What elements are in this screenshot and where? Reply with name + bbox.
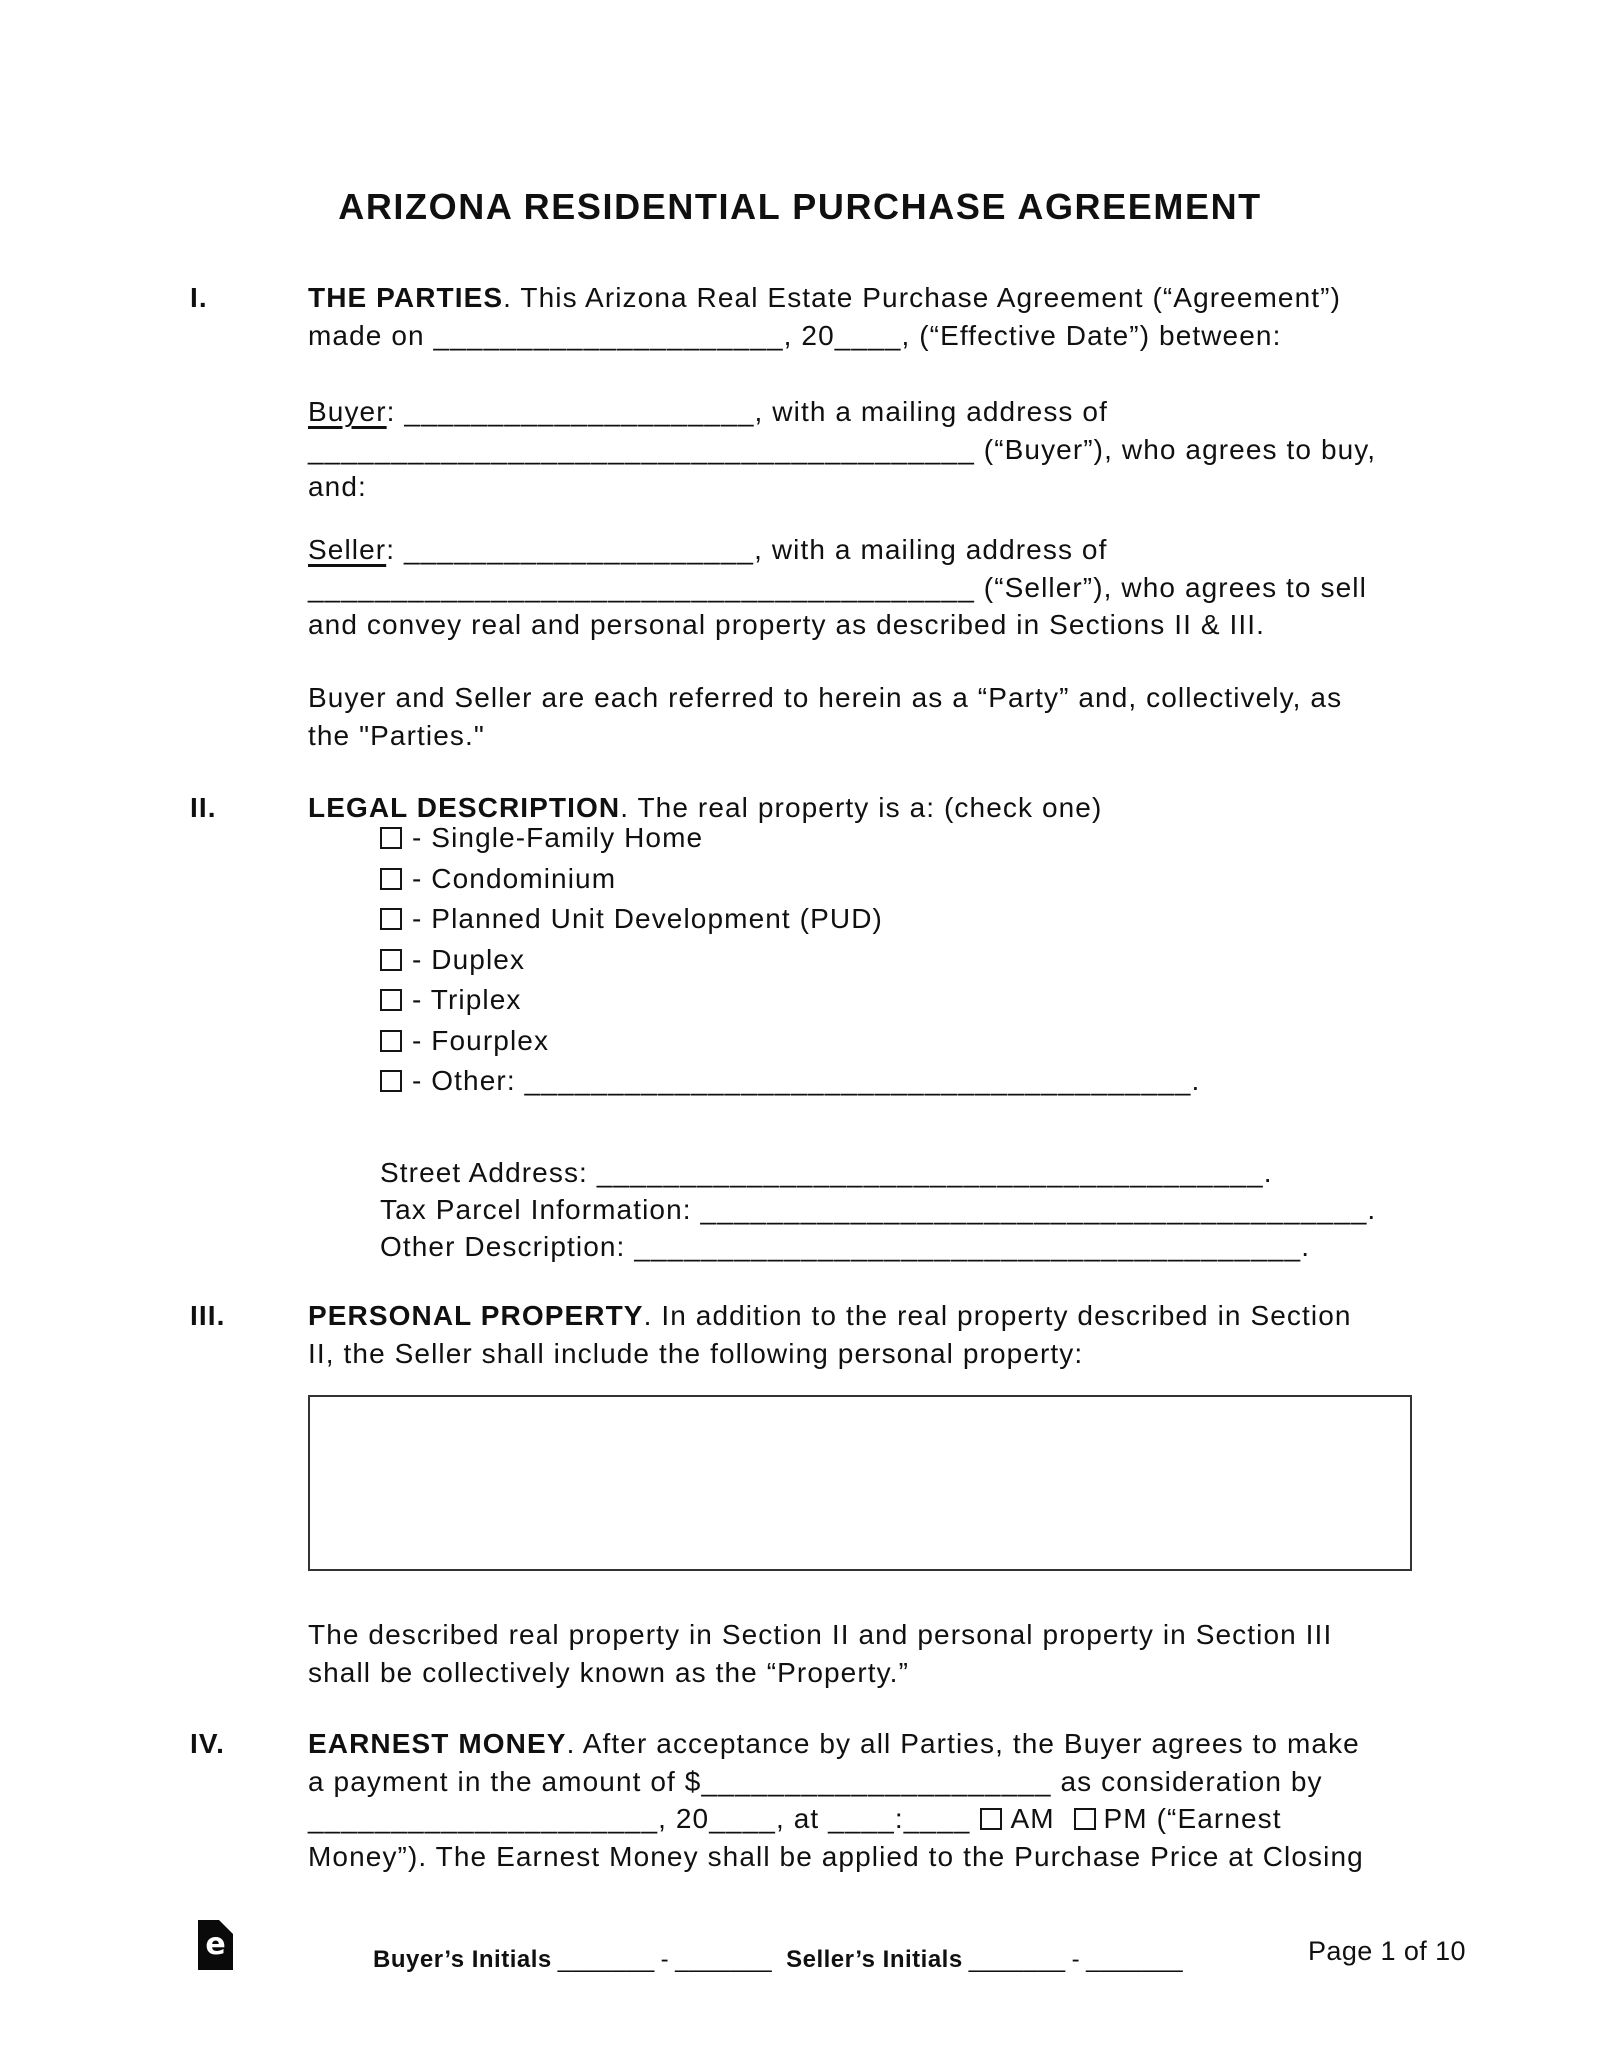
parties-note-line-1: Buyer and Seller are each referred to herein as a “Party” and, collectively, as: [308, 682, 1343, 713]
earnest-year-blank[interactable]: ____: [709, 1803, 776, 1834]
fourplex-label: - Fourplex: [412, 1024, 550, 1056]
fourplex-checkbox[interactable]: [380, 1030, 402, 1052]
seller-paragraph: [190, 531, 1460, 644]
initials-dash: -: [660, 1946, 670, 1973]
personal-property-input-box[interactable]: [308, 1395, 1412, 1571]
initials-dash: -: [1071, 1946, 1081, 1973]
parties-intro-line-2: [308, 317, 1460, 355]
earnest-money-line-4: Money”). The Earnest Money shall be applied to the Purchase Price at Closing: [308, 1840, 1364, 1872]
other-type-blank[interactable]: ________________________________________: [524, 1065, 1192, 1096]
am-label: AM: [1010, 1803, 1064, 1834]
seller-name-blank[interactable]: _____________________: [403, 534, 755, 565]
parties-intro-line-1: [308, 279, 1460, 317]
earnest-time-colon: :: [894, 1803, 904, 1834]
seller-line-2: [308, 569, 1460, 607]
buyer-initials-blank-2[interactable]: _______: [675, 1946, 773, 1973]
property-note-line-1: The described real property in Section II and personal property in Section III: [308, 1619, 1333, 1650]
earnest-date-blank[interactable]: _____________________: [308, 1803, 659, 1834]
triplex-checkbox[interactable]: [380, 989, 402, 1011]
condominium-checkbox[interactable]: [380, 868, 402, 890]
sellers-initials-label: Seller’s Initials: [786, 1946, 963, 1973]
year-prefix: , 20: [783, 319, 835, 351]
property-type-list: [380, 818, 1200, 1102]
made-on-label: made on: [308, 319, 434, 351]
section-heading-the-parties: THE PARTIES: [308, 282, 504, 313]
buyer-label: Buyer: [308, 396, 387, 427]
section-the-parties: [190, 279, 1460, 354]
page-title: ARIZONA RESIDENTIAL PURCHASE AGREEMENT: [338, 186, 1262, 227]
buyer-line-1: [308, 393, 1460, 431]
other-checkbox[interactable]: [380, 1070, 402, 1092]
section-numeral-1: I.: [190, 282, 208, 313]
buyer-name-blank[interactable]: _____________________: [404, 396, 755, 427]
list-item: [380, 940, 1200, 981]
tax-parcel-label: Tax Parcel Information:: [380, 1194, 701, 1225]
earnest-money-line-1: [308, 1725, 1460, 1763]
single-family-home-label: - Single-Family Home: [412, 822, 704, 853]
seller-colon: :: [386, 534, 404, 565]
parties-note: [190, 679, 1460, 754]
list-item: [380, 1021, 1200, 1062]
other-label: - Other:: [412, 1065, 525, 1096]
esign-logo: [198, 1920, 233, 1970]
parties-note-line-2: the "Parties.": [308, 719, 485, 751]
seller-initials-blank-2[interactable]: _______: [1086, 1946, 1184, 1973]
street-address-blank[interactable]: ________________________________________: [596, 1157, 1264, 1188]
seller-line-1-text: , with a mailing address of: [754, 534, 1108, 565]
personal-property-line-2: II, the Seller shall include the following personal property:: [308, 1337, 1084, 1369]
street-address-period: .: [1263, 1157, 1273, 1188]
earnest-money-line-3: [308, 1800, 1460, 1838]
section-heading-personal-property: PERSONAL PROPERTY: [308, 1300, 644, 1331]
other-period: .: [1191, 1065, 1201, 1096]
section-heading-legal-description: LEGAL DESCRIPTION: [308, 792, 621, 823]
list-item: [380, 1061, 1200, 1102]
buyers-initials-label: Buyer’s Initials: [373, 1946, 552, 1973]
earnest-year-prefix: , 20: [658, 1803, 710, 1834]
effective-date-suffix: , (“Effective Date”) between:: [901, 319, 1282, 351]
year-blank[interactable]: ____: [834, 319, 902, 351]
list-item: [380, 980, 1200, 1021]
personal-property-text: . In addition to the real property described in Section: [643, 1300, 1352, 1331]
property-definition-note: [308, 1616, 1332, 1691]
earnest-hour-blank[interactable]: ____: [828, 1803, 895, 1834]
seller-line-1: [308, 531, 1460, 569]
tax-parcel-line: [380, 1191, 1376, 1228]
condominium-label: - Condominium: [412, 862, 617, 894]
other-description-period: .: [1301, 1231, 1311, 1262]
section-numeral-3: III.: [190, 1300, 226, 1331]
buyer-line-2-text: (“Buyer”), who agrees to buy,: [974, 433, 1377, 465]
esign-logo-letter: e: [205, 1927, 226, 1962]
pud-label: - Planned Unit Development (PUD): [412, 903, 883, 934]
initials-line: [373, 1946, 1183, 1974]
buyer-initials-blank-1[interactable]: _______: [557, 1946, 655, 1973]
seller-line-3: and convey real and personal property as described in Sections II & III.: [308, 609, 1266, 640]
section-numeral-2: II.: [190, 792, 217, 823]
personal-property-line-1: [308, 1297, 1460, 1335]
seller-initials-blank-1[interactable]: _______: [968, 1946, 1066, 1973]
list-item: [380, 859, 1200, 900]
duplex-checkbox[interactable]: [380, 949, 402, 971]
am-checkbox[interactable]: [980, 1808, 1002, 1830]
single-family-home-checkbox[interactable]: [380, 827, 402, 849]
earnest-money-line-2: [308, 1763, 1460, 1801]
other-description-line: [380, 1228, 1376, 1265]
earnest-amount-blank[interactable]: _____________________: [701, 1765, 1052, 1797]
other-description-blank[interactable]: ________________________________________: [634, 1231, 1302, 1262]
duplex-label: - Duplex: [412, 943, 526, 975]
buyer-colon: :: [386, 396, 405, 427]
earnest-at-label: , at: [775, 1803, 829, 1834]
seller-label: Seller: [308, 534, 387, 565]
street-address-label: Street Address:: [380, 1157, 597, 1188]
tax-parcel-blank[interactable]: ________________________________________: [700, 1194, 1368, 1225]
triplex-label: - Triplex: [412, 984, 522, 1015]
parties-intro-text: . This Arizona Real Estate Purchase Agreement (“Agreement”): [503, 282, 1342, 313]
earnest-minute-blank[interactable]: ____: [903, 1803, 971, 1834]
earnest-money-line-2-text: as consideration by: [1051, 1765, 1323, 1797]
section-numeral-4: IV.: [190, 1728, 225, 1759]
pm-label: PM (“Earnest: [1103, 1803, 1282, 1834]
other-description-label: Other Description:: [380, 1231, 635, 1262]
amount-label: a payment in the amount of $: [308, 1765, 702, 1797]
legal-description-text: . The real property is a: (check one): [620, 792, 1103, 823]
buyer-line-1-text: , with a mailing address of: [754, 396, 1108, 427]
list-item: [380, 899, 1200, 940]
property-address-block: [380, 1154, 1376, 1265]
page-number: Page 1 of 10: [1308, 1936, 1466, 1966]
property-note-line-2: shall be collectively known as the “Property.”: [308, 1656, 909, 1688]
seller-line-2-text: (“Seller”), who agrees to sell: [974, 571, 1367, 603]
earnest-money-text: . After acceptance by all Parties, the Buyer agrees to make: [566, 1728, 1360, 1759]
buyer-line-2: [308, 431, 1460, 469]
buyer-paragraph: [190, 393, 1460, 506]
list-item: [380, 818, 1200, 859]
section-heading-earnest-money: EARNEST MONEY: [308, 1728, 567, 1759]
buyer-line-3: and:: [308, 471, 367, 502]
seller-address-blank[interactable]: ________________________________________: [308, 571, 975, 603]
section-earnest-money: [190, 1725, 1460, 1875]
pud-checkbox[interactable]: [380, 908, 402, 930]
effective-date-blank[interactable]: _____________________: [433, 319, 784, 351]
section-personal-property: [190, 1297, 1460, 1372]
street-address-line: [380, 1154, 1376, 1191]
tax-parcel-period: .: [1367, 1194, 1377, 1225]
pm-checkbox[interactable]: [1074, 1808, 1096, 1830]
buyer-address-blank[interactable]: ________________________________________: [308, 433, 975, 465]
